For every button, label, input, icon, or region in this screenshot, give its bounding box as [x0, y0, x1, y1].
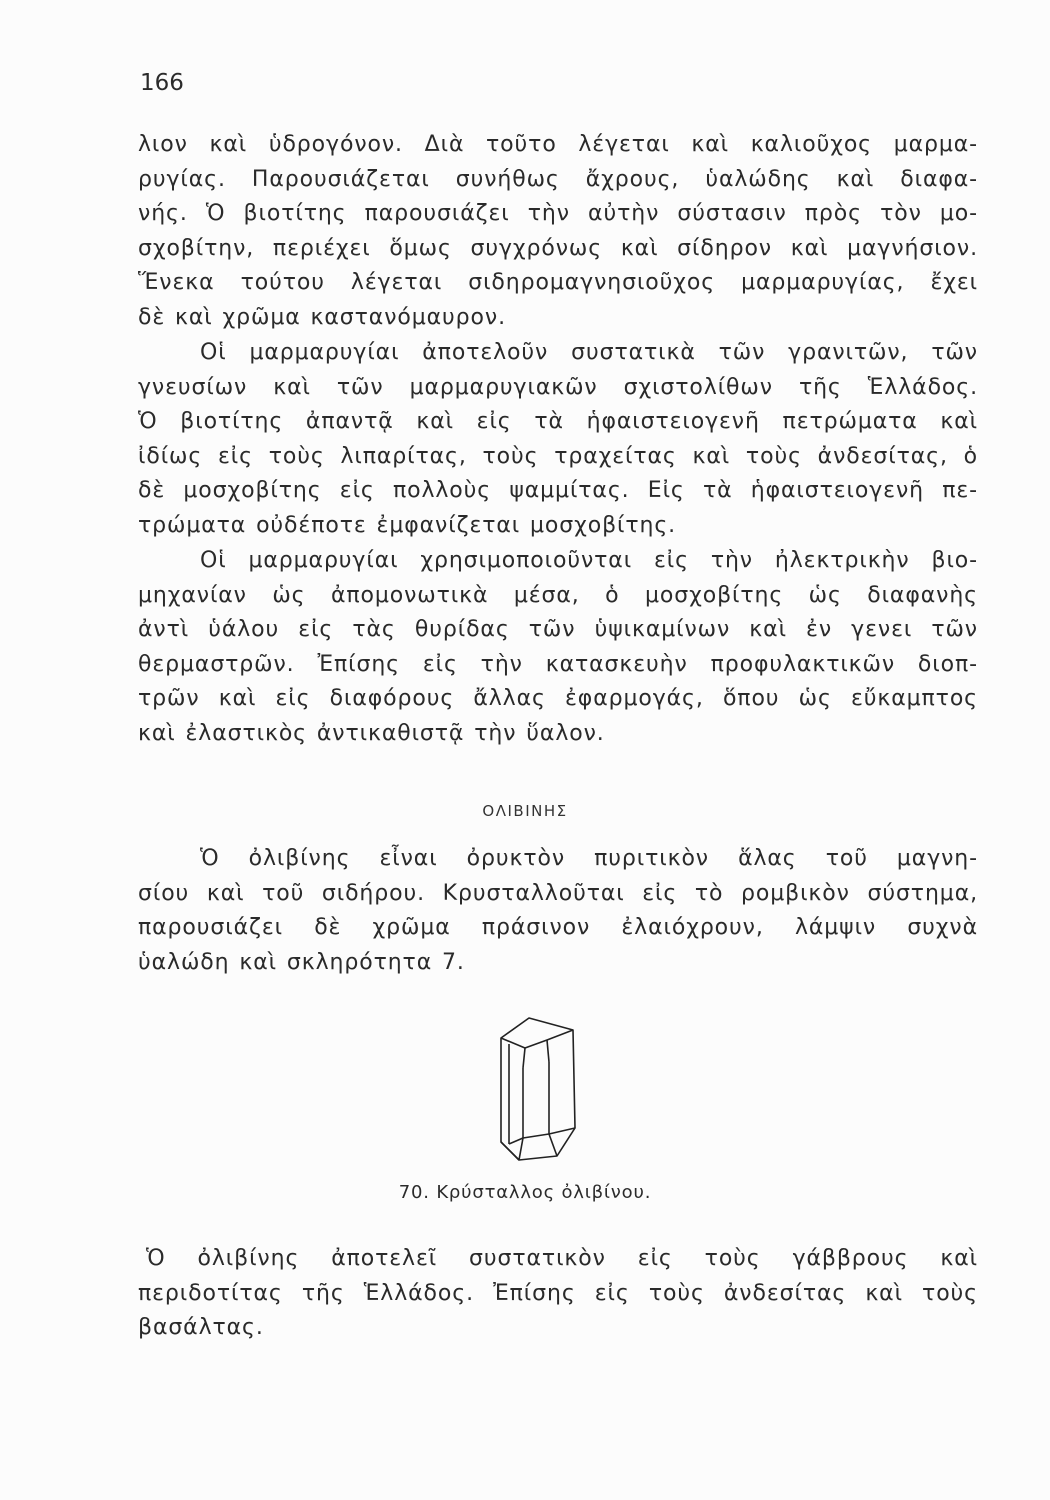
paragraph-mica-uses [138, 544, 978, 752]
text-line: ἰδίως εἰς τοὺς λιπαρίτας, τοὺς τραχείτας καὶ τοὺς ἀνδεσίτας, ὁ [138, 443, 978, 469]
text-line: βασάλτας. [138, 1315, 264, 1341]
text-line: λιον καὶ ὑδρογόνον. Διὰ τοῦτο λέγεται καὶ καλιοῦχος μαρμα- [138, 132, 978, 157]
crystal-top-edge [501, 1030, 573, 1048]
text-line: δὲ μοσχοβίτης εἰς πολλοὺς ψαμμίτας. Εἰς τὰ ἡφαιστειογενῆ πε- [138, 478, 978, 504]
crystal-edge [523, 1048, 525, 1068]
page-number: 166 [140, 70, 184, 96]
text-line: νής. Ὁ βιοτίτης παρουσιάζει τὴν αὐτὴν σύστασιν πρὸς τὸν μο- [138, 201, 978, 227]
crystal-edge [509, 1138, 523, 1144]
text-line: ἀντὶ ὑάλου εἰς τὰς θυρίδας τῶν ὑψικαμίνων καὶ ἐν γενει τῶν [138, 617, 978, 643]
olivine-crystal-illustration [495, 1010, 595, 1170]
paragraph-mica-occurrence [138, 336, 978, 544]
text-line: ρυγίας. Παρουσιάζεται συνήθως ἄχρους, ὑαλώδης καὶ διαφα- [138, 166, 978, 192]
text-line: γνευσίων καὶ τῶν μαρμαρυγιακῶν σχιστολίθων τῆς Ἑλλάδος. [138, 374, 978, 400]
text-line: ὑαλώδη καὶ σκληρότητα 7. [138, 949, 465, 975]
text-line: τρώματα οὐδέποτε ἐμφανίζεται μοσχοβίτης. [138, 512, 677, 538]
paragraph-olivine-description [138, 842, 978, 980]
crystal-edge [501, 1142, 519, 1160]
crystal-bottom-edge [523, 1134, 557, 1156]
text-line: Ἕνεκα τούτου λέγεται σιδηρομαγνησιοῦχος μαρμαρυγίας, ἔχει [138, 270, 978, 296]
text-line: καὶ ἐλαστικὸς ἀντικαθιστᾷ τὴν ὕαλον. [138, 720, 605, 746]
paragraph-olivine-occurrence [138, 1242, 978, 1346]
text-line: Ὁ ὀλιβίνης εἶναι ὀρυκτὸν πυριτικὸν ἅλας τοῦ μαγνη- [200, 846, 978, 871]
text-line: περιδοτίτας τῆς Ἑλλάδος. Ἐπίσης εἰς τοὺς ἀνδεσίτας καὶ τοὺς [138, 1280, 978, 1306]
text-line: μηχανίαν ὡς ἀπομονωτικὰ μέσα, ὁ μοσχοβίτης ὡς διαφανὴς [138, 582, 978, 608]
crystal-outline [501, 1018, 575, 1160]
figure-caption: 70. Κρύσταλλος ὀλιβίνου. [398, 1182, 652, 1203]
text-line: Ὁ ὀλιβίνης ἀποτελεῖ συστατικὸν εἰς τοὺς γάββρους καὶ [146, 1246, 978, 1271]
section-heading: ΟΛΙΒΙΝΗΣ [482, 802, 568, 820]
text-line: τρῶν καὶ εἰς διαφόρους ἄλλας ἐφαρμογάς, ὅπου ὡς εὔκαμπτος [138, 686, 978, 712]
text-line: Ὁ βιοτίτης ἀπαντᾷ καὶ εἰς τὰ ἡφαιστειογενῆ πετρώματα καὶ [138, 409, 978, 435]
paragraph-mica-composition [138, 128, 978, 336]
text-line: δὲ καὶ χρῶμα καστανόμαυρον. [138, 304, 506, 330]
text-line: Οἱ μαρμαρυγίαι ἀποτελοῦν συστατικὰ τῶν γρανιτῶν, τῶν [200, 340, 978, 365]
text-line: θερμαστρῶν. Ἐπίσης εἰς τὴν κατασκευὴν προφυλακτικῶν διοπ- [138, 651, 978, 677]
crystal-edge [547, 1040, 549, 1062]
text-line: Οἱ μαρμαρυγίαι χρησιμοποιοῦνται εἰς τὴν ἠλεκτρικὴν βιο- [200, 548, 978, 573]
text-line: παρουσιάζει δὲ χρῶμα πράσινον ἐλαιόχρουν, λάμψιν συχνὰ [138, 915, 978, 941]
crystal-edge [519, 1138, 523, 1160]
text-line: σίου καὶ τοῦ σιδήρου. Κρυσταλλοῦται εἰς τὸ ρομβικὸν σύστημα, [138, 880, 978, 906]
text-line: σχοβίτην, περιέχει ὅμως συγχρόνως καὶ σίδηρον καὶ μαγνήσιον. [138, 235, 978, 261]
